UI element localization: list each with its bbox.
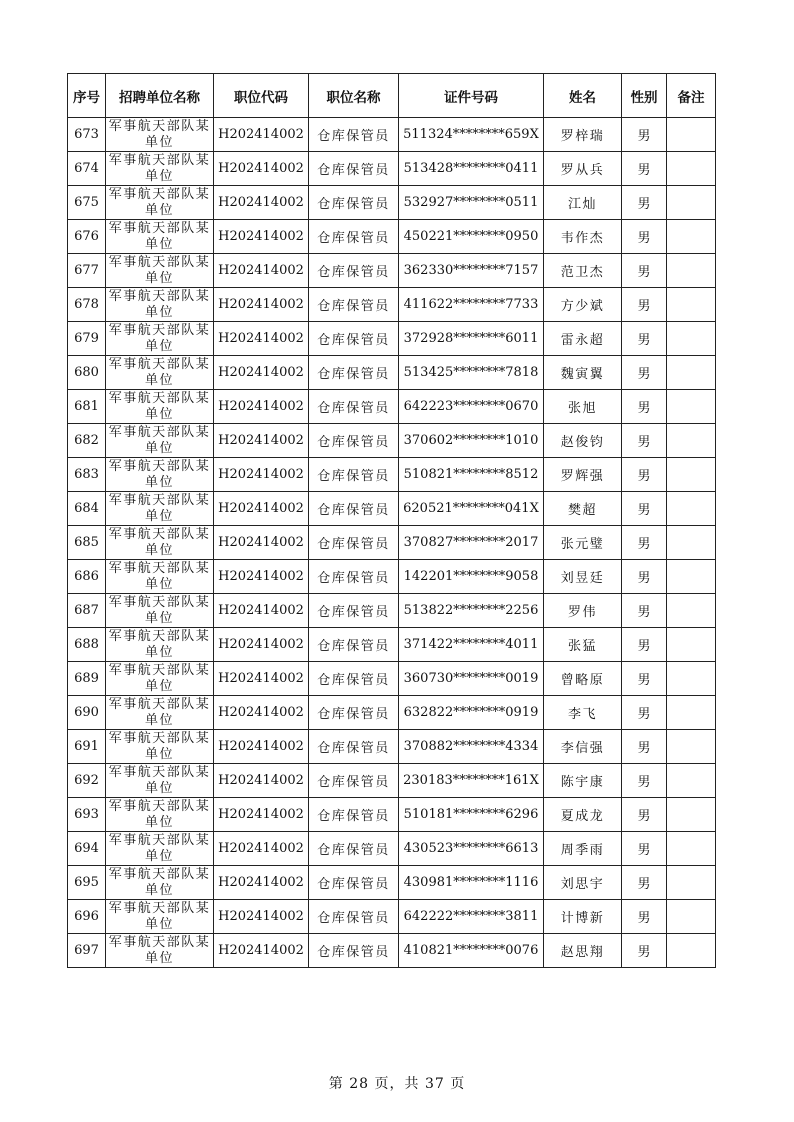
serial-number-cell: 688 [68,628,106,662]
name-cell: 陈宇康 [544,764,622,798]
position-title-cell: 仓库保管员 [309,288,399,322]
position-code-cell: H202414002 [214,594,309,628]
position-code-cell: H202414002 [214,288,309,322]
name-cell: 赵俊钧 [544,424,622,458]
remarks-cell [667,594,716,628]
position-title-cell: 仓库保管员 [309,424,399,458]
remarks-cell [667,900,716,934]
name-cell: 张旭 [544,390,622,424]
table-row [68,424,716,458]
recruiting-unit-cell: 军事航天部队某单位 [106,390,214,424]
serial-number-cell: 689 [68,662,106,696]
position-title-cell: 仓库保管员 [309,254,399,288]
name-cell: 罗从兵 [544,152,622,186]
position-code-cell: H202414002 [214,832,309,866]
name-cell: 雷永超 [544,322,622,356]
name-cell: 罗梓瑞 [544,118,622,152]
table-row [68,288,716,322]
gender-cell: 男 [622,526,667,560]
id-number-cell: 230183********161X [399,764,544,798]
table-row [68,458,716,492]
gender-cell: 男 [622,152,667,186]
header-serial-number: 序号 [68,74,106,118]
position-title-cell: 仓库保管员 [309,662,399,696]
id-number-cell: 513425********7818 [399,356,544,390]
position-title-cell: 仓库保管员 [309,900,399,934]
position-code-cell: H202414002 [214,458,309,492]
position-code-cell: H202414002 [214,560,309,594]
table-row [68,526,716,560]
recruiting-unit-cell: 军事航天部队某单位 [106,730,214,764]
recruiting-unit-cell: 军事航天部队某单位 [106,492,214,526]
recruiting-unit-cell: 军事航天部队某单位 [106,254,214,288]
remarks-cell [667,492,716,526]
recruiting-unit-cell: 军事航天部队某单位 [106,832,214,866]
serial-number-cell: 676 [68,220,106,254]
serial-number-cell: 680 [68,356,106,390]
position-code-cell: H202414002 [214,220,309,254]
table-row [68,390,716,424]
serial-number-cell: 674 [68,152,106,186]
serial-number-cell: 687 [68,594,106,628]
remarks-cell [667,730,716,764]
table-row [68,254,716,288]
position-code-cell: H202414002 [214,900,309,934]
table-row [68,662,716,696]
position-title-cell: 仓库保管员 [309,152,399,186]
position-code-cell: H202414002 [214,492,309,526]
recruiting-unit-cell: 军事航天部队某单位 [106,798,214,832]
id-number-cell: 370882********4334 [399,730,544,764]
name-cell: 李信强 [544,730,622,764]
position-code-cell: H202414002 [214,152,309,186]
recruiting-unit-cell: 军事航天部队某单位 [106,526,214,560]
position-code-cell: H202414002 [214,764,309,798]
name-cell: 刘思宇 [544,866,622,900]
id-number-cell: 430981********1116 [399,866,544,900]
name-cell: 罗辉强 [544,458,622,492]
remarks-cell [667,356,716,390]
serial-number-cell: 678 [68,288,106,322]
name-cell: 刘昱廷 [544,560,622,594]
recruiting-unit-cell: 军事航天部队某单位 [106,220,214,254]
recruiting-unit-cell: 军事航天部队某单位 [106,934,214,968]
serial-number-cell: 696 [68,900,106,934]
serial-number-cell: 686 [68,560,106,594]
position-title-cell: 仓库保管员 [309,322,399,356]
remarks-cell [667,696,716,730]
id-number-cell: 532927********0511 [399,186,544,220]
header-position-code: 职位代码 [214,74,309,118]
serial-number-cell: 683 [68,458,106,492]
table-row [68,696,716,730]
position-title-cell: 仓库保管员 [309,798,399,832]
remarks-cell [667,390,716,424]
id-number-cell: 450221********0950 [399,220,544,254]
remarks-cell [667,118,716,152]
remarks-cell [667,934,716,968]
gender-cell: 男 [622,424,667,458]
position-code-cell: H202414002 [214,866,309,900]
name-cell: 张元璧 [544,526,622,560]
recruiting-unit-cell: 军事航天部队某单位 [106,424,214,458]
id-number-cell: 362330********7157 [399,254,544,288]
remarks-cell [667,322,716,356]
name-cell: 樊超 [544,492,622,526]
id-number-cell: 511324********659X [399,118,544,152]
gender-cell: 男 [622,492,667,526]
gender-cell: 男 [622,322,667,356]
gender-cell: 男 [622,696,667,730]
position-code-cell: H202414002 [214,390,309,424]
name-cell: 韦作杰 [544,220,622,254]
header-recruiting-unit: 招聘单位名称 [106,74,214,118]
serial-number-cell: 673 [68,118,106,152]
table-row [68,356,716,390]
table-row [68,764,716,798]
roster-table [67,73,716,968]
table-row [68,934,716,968]
recruiting-unit-cell: 军事航天部队某单位 [106,152,214,186]
table-row [68,152,716,186]
serial-number-cell: 691 [68,730,106,764]
remarks-cell [667,628,716,662]
remarks-cell [667,560,716,594]
serial-number-cell: 690 [68,696,106,730]
header-id-number: 证件号码 [399,74,544,118]
serial-number-cell: 681 [68,390,106,424]
gender-cell: 男 [622,628,667,662]
name-cell: 方少斌 [544,288,622,322]
gender-cell: 男 [622,254,667,288]
recruiting-unit-cell: 军事航天部队某单位 [106,628,214,662]
remarks-cell [667,220,716,254]
name-cell: 夏成龙 [544,798,622,832]
recruiting-unit-cell: 军事航天部队某单位 [106,594,214,628]
table-row [68,186,716,220]
header-position-title: 职位名称 [309,74,399,118]
position-title-cell: 仓库保管员 [309,220,399,254]
table-row [68,798,716,832]
serial-number-cell: 692 [68,764,106,798]
name-cell: 李飞 [544,696,622,730]
gender-cell: 男 [622,730,667,764]
gender-cell: 男 [622,356,667,390]
id-number-cell: 371422********4011 [399,628,544,662]
table-row [68,118,716,152]
serial-number-cell: 685 [68,526,106,560]
position-code-cell: H202414002 [214,628,309,662]
page-number-footer: 第 28 页，共 37 页 [328,1076,466,1092]
header-gender: 性别 [622,74,667,118]
position-title-cell: 仓库保管员 [309,934,399,968]
position-code-cell: H202414002 [214,934,309,968]
position-title-cell: 仓库保管员 [309,390,399,424]
remarks-cell [667,526,716,560]
serial-number-cell: 694 [68,832,106,866]
name-cell: 范卫杰 [544,254,622,288]
id-number-cell: 372928********6011 [399,322,544,356]
recruiting-unit-cell: 军事航天部队某单位 [106,662,214,696]
position-code-cell: H202414002 [214,662,309,696]
position-title-cell: 仓库保管员 [309,764,399,798]
header-remarks: 备注 [667,74,716,118]
table-row [68,866,716,900]
position-code-cell: H202414002 [214,424,309,458]
gender-cell: 男 [622,662,667,696]
serial-number-cell: 697 [68,934,106,968]
remarks-cell [667,832,716,866]
position-title-cell: 仓库保管员 [309,696,399,730]
roster-body [68,118,716,968]
name-cell: 张猛 [544,628,622,662]
position-title-cell: 仓库保管员 [309,492,399,526]
name-cell: 曾略原 [544,662,622,696]
name-cell: 江灿 [544,186,622,220]
position-code-cell: H202414002 [214,254,309,288]
position-code-cell: H202414002 [214,730,309,764]
gender-cell: 男 [622,390,667,424]
table-row [68,492,716,526]
position-title-cell: 仓库保管员 [309,458,399,492]
position-code-cell: H202414002 [214,322,309,356]
recruiting-unit-cell: 军事航天部队某单位 [106,458,214,492]
header-name: 姓名 [544,74,622,118]
name-cell: 赵思翔 [544,934,622,968]
recruiting-unit-cell: 军事航天部队某单位 [106,866,214,900]
table-row [68,900,716,934]
position-title-cell: 仓库保管员 [309,594,399,628]
id-number-cell: 411622********7733 [399,288,544,322]
serial-number-cell: 677 [68,254,106,288]
id-number-cell: 632822********0919 [399,696,544,730]
gender-cell: 男 [622,458,667,492]
position-title-cell: 仓库保管员 [309,560,399,594]
id-number-cell: 430523********6613 [399,832,544,866]
id-number-cell: 620521********041X [399,492,544,526]
gender-cell: 男 [622,220,667,254]
remarks-cell [667,152,716,186]
position-code-cell: H202414002 [214,798,309,832]
header-row [68,74,716,118]
id-number-cell: 360730********0019 [399,662,544,696]
recruiting-unit-cell: 军事航天部队某单位 [106,118,214,152]
position-code-cell: H202414002 [214,118,309,152]
gender-cell: 男 [622,900,667,934]
recruiting-unit-cell: 军事航天部队某单位 [106,356,214,390]
position-title-cell: 仓库保管员 [309,118,399,152]
position-code-cell: H202414002 [214,356,309,390]
id-number-cell: 510821********8512 [399,458,544,492]
remarks-cell [667,186,716,220]
table-row [68,730,716,764]
gender-cell: 男 [622,186,667,220]
remarks-cell [667,254,716,288]
id-number-cell: 513428********0411 [399,152,544,186]
recruiting-unit-cell: 军事航天部队某单位 [106,288,214,322]
gender-cell: 男 [622,118,667,152]
position-title-cell: 仓库保管员 [309,866,399,900]
gender-cell: 男 [622,798,667,832]
position-title-cell: 仓库保管员 [309,526,399,560]
position-code-cell: H202414002 [214,186,309,220]
remarks-cell [667,288,716,322]
table-row [68,832,716,866]
gender-cell: 男 [622,594,667,628]
id-number-cell: 513822********2256 [399,594,544,628]
serial-number-cell: 693 [68,798,106,832]
remarks-cell [667,424,716,458]
id-number-cell: 370602********1010 [399,424,544,458]
name-cell: 周季雨 [544,832,622,866]
remarks-cell [667,458,716,492]
name-cell: 魏寅翼 [544,356,622,390]
gender-cell: 男 [622,288,667,322]
position-title-cell: 仓库保管员 [309,628,399,662]
recruiting-unit-cell: 军事航天部队某单位 [106,322,214,356]
position-title-cell: 仓库保管员 [309,356,399,390]
table-row [68,220,716,254]
recruiting-unit-cell: 军事航天部队某单位 [106,696,214,730]
position-title-cell: 仓库保管员 [309,186,399,220]
gender-cell: 男 [622,832,667,866]
remarks-cell [667,662,716,696]
serial-number-cell: 679 [68,322,106,356]
recruiting-unit-cell: 军事航天部队某单位 [106,560,214,594]
recruiting-unit-cell: 军事航天部队某单位 [106,764,214,798]
remarks-cell [667,798,716,832]
id-number-cell: 370827********2017 [399,526,544,560]
table-row [68,560,716,594]
serial-number-cell: 682 [68,424,106,458]
id-number-cell: 410821********0076 [399,934,544,968]
position-title-cell: 仓库保管员 [309,730,399,764]
serial-number-cell: 675 [68,186,106,220]
id-number-cell: 142201********9058 [399,560,544,594]
gender-cell: 男 [622,934,667,968]
position-code-cell: H202414002 [214,526,309,560]
serial-number-cell: 695 [68,866,106,900]
remarks-cell [667,764,716,798]
gender-cell: 男 [622,560,667,594]
position-title-cell: 仓库保管员 [309,832,399,866]
table-row [68,594,716,628]
id-number-cell: 642222********3811 [399,900,544,934]
gender-cell: 男 [622,764,667,798]
remarks-cell [667,866,716,900]
serial-number-cell: 684 [68,492,106,526]
table-row [68,322,716,356]
id-number-cell: 510181********6296 [399,798,544,832]
gender-cell: 男 [622,866,667,900]
recruiting-unit-cell: 军事航天部队某单位 [106,900,214,934]
name-cell: 计博新 [544,900,622,934]
id-number-cell: 642223********0670 [399,390,544,424]
recruiting-unit-cell: 军事航天部队某单位 [106,186,214,220]
table-row [68,628,716,662]
name-cell: 罗伟 [544,594,622,628]
position-code-cell: H202414002 [214,696,309,730]
